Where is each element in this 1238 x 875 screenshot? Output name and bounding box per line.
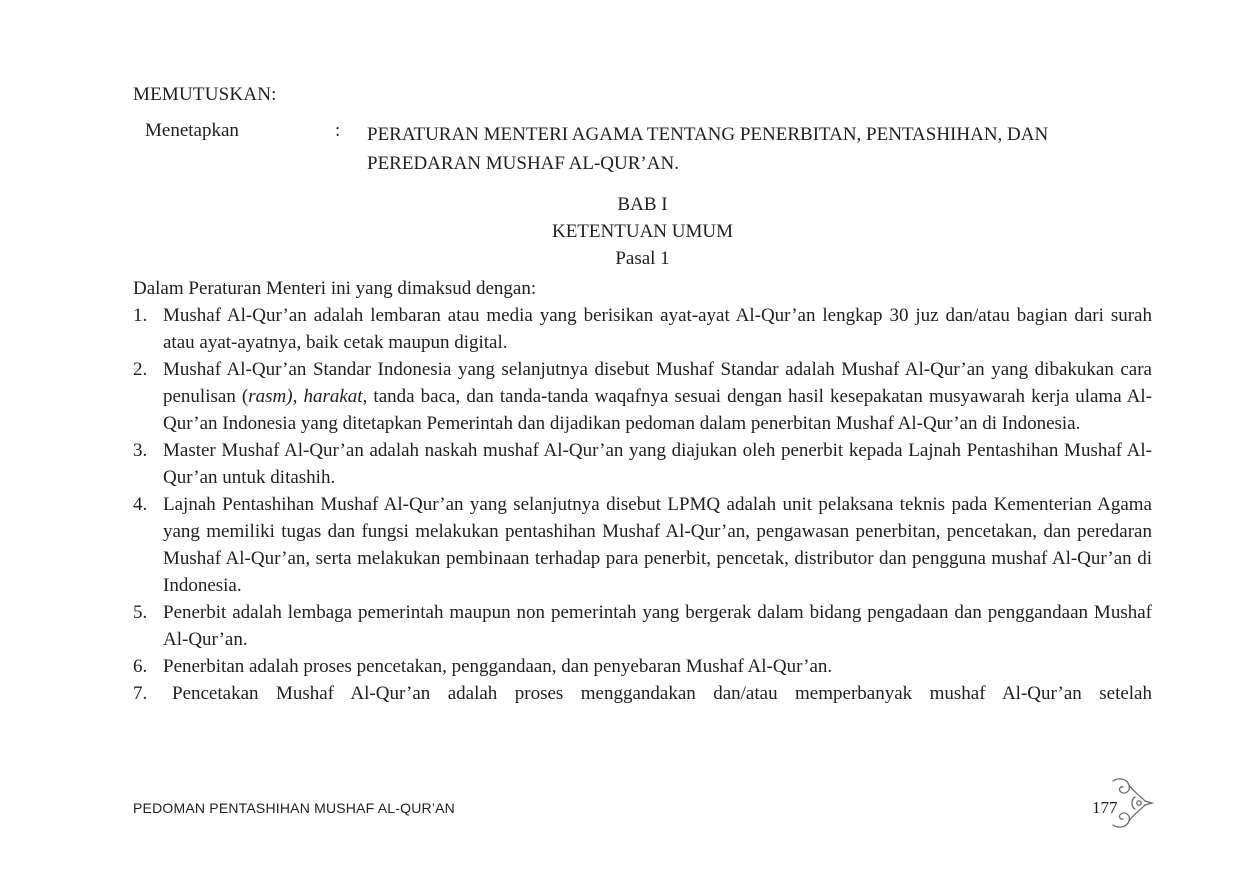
arabesque-ornament-icon: [1105, 775, 1155, 831]
definitions-list: [133, 302, 1152, 707]
list-item: [133, 437, 1152, 491]
list-item: [133, 680, 1152, 707]
list-item-text: Mushaf Al-Qur’an Standar Indonesia yang selanjutnya disebut Mushaf Standar adalah Mushaf Al-Qur’an yang dibakukan cara penulisan (rasm), harakat, tanda baca, dan tanda-tanda waqafnya sesuai dengan hasil kesepakatan musyawarah kerja ulama Al-Qur’an Indonesia yang ditetapkan Pemerintah dan dijadikan pedoman dalam penerbitan Mushaf Al-Qur’an di Indonesia.: [163, 359, 1153, 434]
list-item-text: Penerbit adalah lembaga pemerintah maupun non pemerintah yang bergerak dalam bidang pengadaan dan penggandaan Mushaf Al-Qur’an.: [163, 602, 1152, 650]
list-item: [133, 356, 1152, 437]
list-item-number: 2.: [133, 359, 148, 380]
list-item-text: Mushaf Al-Qur’an adalah lembaran atau media yang berisikan ayat-ayat Al-Qur’an lengkap 30 juz dan/atau bagian dari surah atau ayat-ayatnya, baik cetak maupun digital.: [163, 305, 1152, 353]
list-item: [133, 599, 1152, 653]
article-title: Pasal 1: [615, 248, 670, 269]
list-item: [133, 653, 1152, 680]
decision-label: Menetapkan: [145, 120, 239, 141]
decision-colon: :: [335, 120, 341, 141]
list-item-text: Pencetakan Mushaf Al-Qur’an adalah proses menggandakan dan/atau memperbanyak mushaf Al-Qur’an setelah: [172, 683, 1152, 704]
term-rasm: rasm: [248, 386, 287, 407]
list-item-number: 1.: [133, 305, 148, 326]
list-item-number: 6.: [133, 656, 148, 677]
running-footer-title: PEDOMAN PENTASHIHAN MUSHAF AL-QUR’AN: [133, 800, 455, 816]
list-item-number: 5.: [133, 602, 148, 623]
list-item: [133, 302, 1152, 356]
chapter-number: BAB I: [617, 194, 668, 215]
list-item-text: Master Mushaf Al-Qur’an adalah naskah mushaf Al-Qur’an yang diajukan oleh penerbit kepada Lajnah Pentashihan Mushaf Al-Qur’an untuk ditashih.: [163, 440, 1152, 488]
list-item-number: 4.: [133, 494, 148, 515]
page-number: 177: [1092, 798, 1118, 817]
list-item: [133, 491, 1152, 599]
decision-heading: MEMUTUSKAN:: [133, 84, 277, 105]
list-item-number: 3.: [133, 440, 148, 461]
list-item-text: Lajnah Pentashihan Mushaf Al-Qur’an yang selanjutnya disebut LPMQ adalah unit pelaksana teknis pada Kementerian Agama yang memiliki tugas dan fungsi melakukan pentashihan Mushaf Al-Qur’an, pengawasan penerbitan, pencetakan, dan peredaran Mushaf Al-Qur’an, serta melakukan pembinaan terhadap para penerbit, pencetak, distributor dan pengguna mushaf Al-Qur’an di Indonesia.: [163, 494, 1152, 596]
chapter-title: KETENTUAN UMUM: [551, 221, 733, 242]
definitions-intro: Dalam Peraturan Menteri ini yang dimaksud dengan:: [133, 278, 537, 299]
decision-text: PERATURAN MENTERI AGAMA TENTANG PENERBITAN, PENTASHIHAN, DAN PEREDARAN MUSHAF AL-QUR’AN.: [367, 124, 1049, 174]
term-harakat: harakat: [303, 386, 363, 407]
list-item-text: Penerbitan adalah proses pencetakan, penggandaan, dan penyebaran Mushaf Al-Qur’an.: [163, 656, 833, 677]
list-item-number: 7.: [133, 683, 148, 704]
